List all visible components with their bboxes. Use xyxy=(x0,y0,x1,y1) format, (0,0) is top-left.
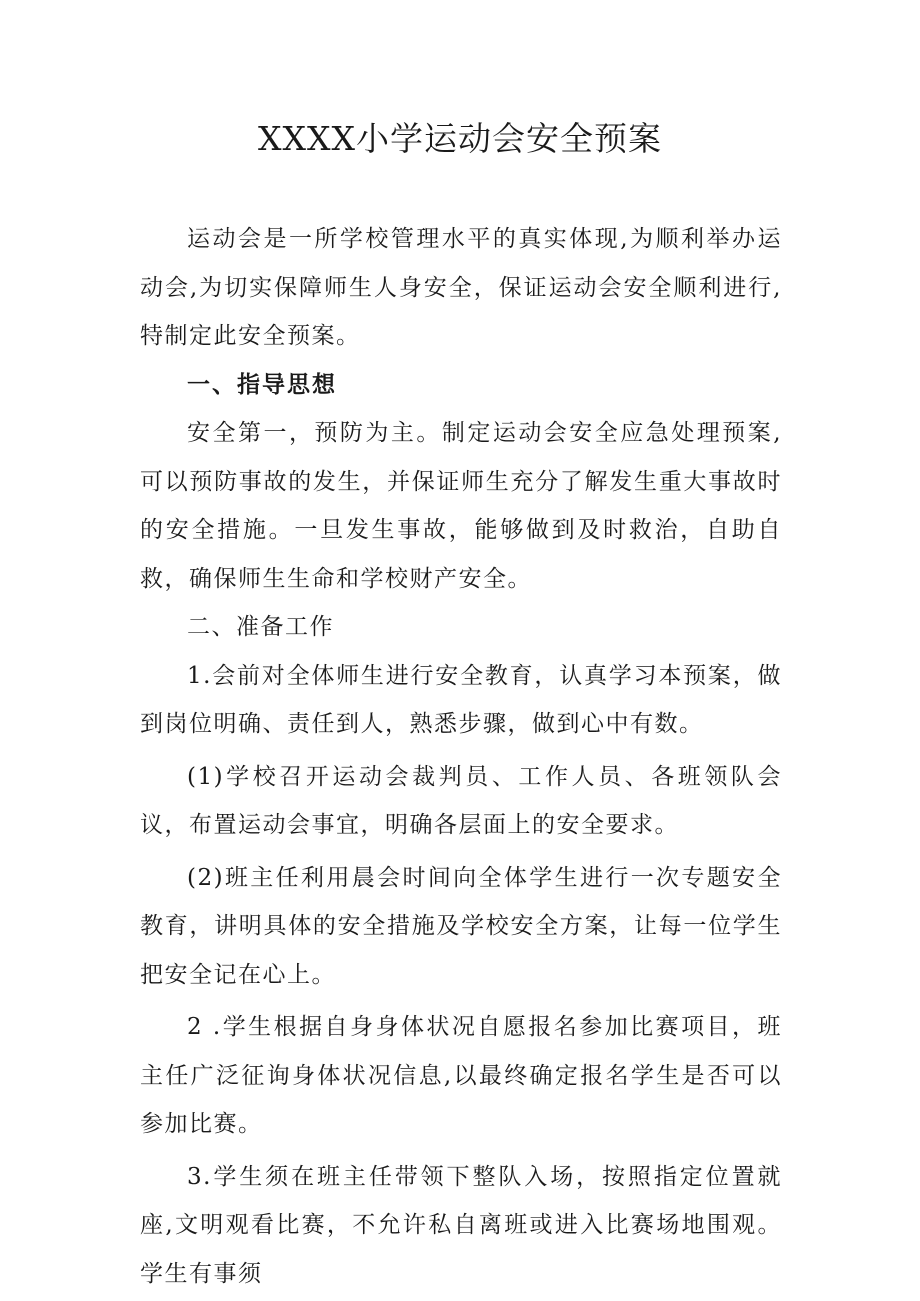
section-heading-preparation: 二、准备工作 xyxy=(187,614,334,640)
preparation-item-1-sub-1: (1)学校召开运动会裁判员、工作人员、各班领队会议，布置运动会事宜，明确各层面上的安全要求。 xyxy=(140,763,782,838)
document-title: XXXX小学运动会安全预案 xyxy=(258,119,662,158)
document-body xyxy=(140,215,782,1298)
preparation-item-2: 2 .学生根据自身身体状况自愿报名参加比赛项目，班主任广泛征询身体状况信息,以最终确定报名学生是否可以参加比赛。 xyxy=(140,1014,782,1137)
preparation-item-1-sub-2: (2)班主任利用晨会时间向全体学生进行一次专题安全教育，讲明具体的安全措施及学校安全方案，让每一位学生把安全记在心上。 xyxy=(140,864,782,988)
intro-paragraph: 运动会是一所学校管理水平的真实体现,为顺利举办运动会,为切实保障师生人身安全，保证运动会安全顺利进行,特制定此安全预案。 xyxy=(140,226,782,349)
section-heading-guiding-principle: 一、指导思想 xyxy=(187,371,337,398)
preparation-item-3: 3.学生须在班主任带领下整队入场，按照指定位置就座,文明观看比赛，不允许私自离班或进入比赛场地围观。学生有事须 xyxy=(140,1163,782,1287)
section1-paragraph: 安全第一，预防为主。制定运动会安全应急处理预案,可以预防事故的发生，并保证师生充分了解发生重大事故时的安全措施。一旦发生事故，能够做到及时救治，自助自救，确保师生生命和学校财产安全。 xyxy=(140,420,782,592)
preparation-item-1: 1.会前对全体师生进行安全教育，认真学习本预案，做到岗位明确、责任到人，熟悉步骤，做到心中有数。 xyxy=(140,662,782,737)
